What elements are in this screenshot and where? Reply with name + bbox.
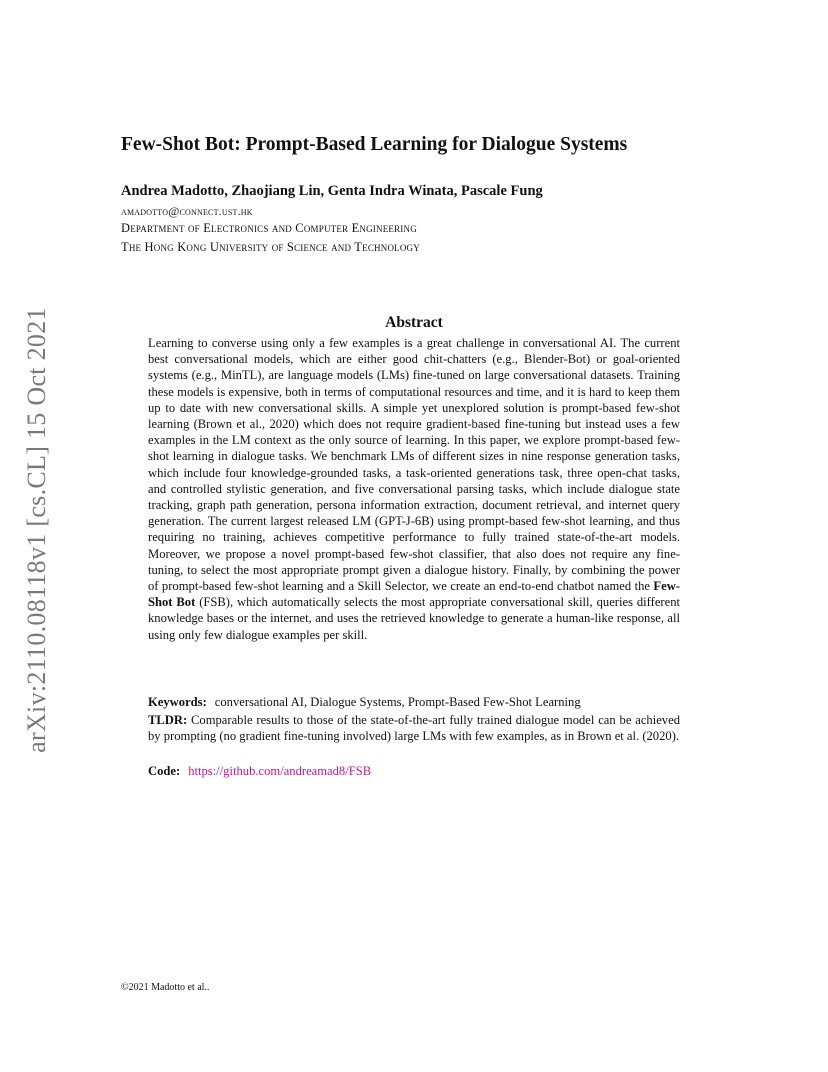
abstract-text-part-2: (FSB), which automatically selects the most appropriate conversational skill, queries different knowledge bases or the internet, and uses the retrieved knowledge to generate a human-like response, all using only few dialogue examples per skill. <box>148 595 680 642</box>
code-line <box>148 763 680 779</box>
code-label: Code: <box>148 764 181 778</box>
keywords-label: Keywords: <box>148 695 207 709</box>
arxiv-identifier-stamp: arXiv:2110.08118v1 [cs.CL] 15 Oct 2021 <box>22 307 51 753</box>
abstract-body <box>148 335 680 643</box>
keywords-line <box>148 694 680 710</box>
affiliation-department: Department of Electronics and Computer Engineering <box>121 221 417 235</box>
copyright-footer: ©2021 Madotto et al.. <box>121 982 210 993</box>
tldr-paragraph <box>148 712 680 744</box>
keywords-value: conversational AI, Dialogue Systems, Prompt-Based Few-Shot Learning <box>214 695 581 709</box>
tldr-text: Comparable results to those of the state-of-the-art fully trained dialogue model can be achieved by prompting (no gradient fine-tuning involved) large LMs with few examples, as in Brown et al. (2020). <box>148 713 680 744</box>
abstract-heading: Abstract <box>385 314 443 331</box>
author-email[interactable]: amadotto@connect.ust.hk <box>121 204 253 218</box>
tldr-label: TLDR: <box>148 713 188 727</box>
abstract-bold-term: Few-Shot Bot <box>148 579 680 610</box>
affiliation-university: The Hong Kong University of Science and Technology <box>121 240 420 254</box>
author-list: Andrea Madotto, Zhaojiang Lin, Genta Indra Winata, Pascale Fung <box>121 183 543 199</box>
code-repository-link[interactable]: https://github.com/andreamad8/FSB <box>188 764 372 778</box>
paper-title: Few-Shot Bot: Prompt-Based Learning for Dialogue Systems <box>121 134 628 155</box>
abstract-text-part-1: Learning to converse using only a few examples is a great challenge in conversational AI. The current best conversational models, which are either good chit-chatters (e.g., Blender-Bot) or goal-oriented systems (e.g., MinTL), are language models (LMs) fine-tuned on large conversational datasets. Training these models is expensive, both in terms of computational resources and time, and it is hard to keep them up to date with new conversational skills. A simple yet unexplored solution is prompt-based few-shot learning (Brown et al., 2020) which does not require gradient-based fine-tuning but instead uses a few examples in the LM context as the only source of learning. In this paper, we explore prompt-based few-shot learning in dialogue tasks. We benchmark LMs of different sizes in nine response generation tasks, which include four knowledge-grounded tasks, a task-oriented generations task, three open-chat tasks, and controlled stylistic generation, and five conversational parsing tasks, which include dialogue state tracking, graph path generation, persona information extraction, document retrieval, and internet query generation. The current largest released LM (GPT-J-6B) using prompt-based few-shot learning, and thus requiring no training, achieves competitive performance to fully trained state-of-the-art models. Moreover, we propose a novel prompt-based few-shot classifier, that also does not require any fine-tuning, to select the most appropriate prompt given a dialogue history. Finally, by combining the power of prompt-based few-shot learning and a Skill Selector, we create an end-to-end chatbot named the <box>148 336 680 594</box>
